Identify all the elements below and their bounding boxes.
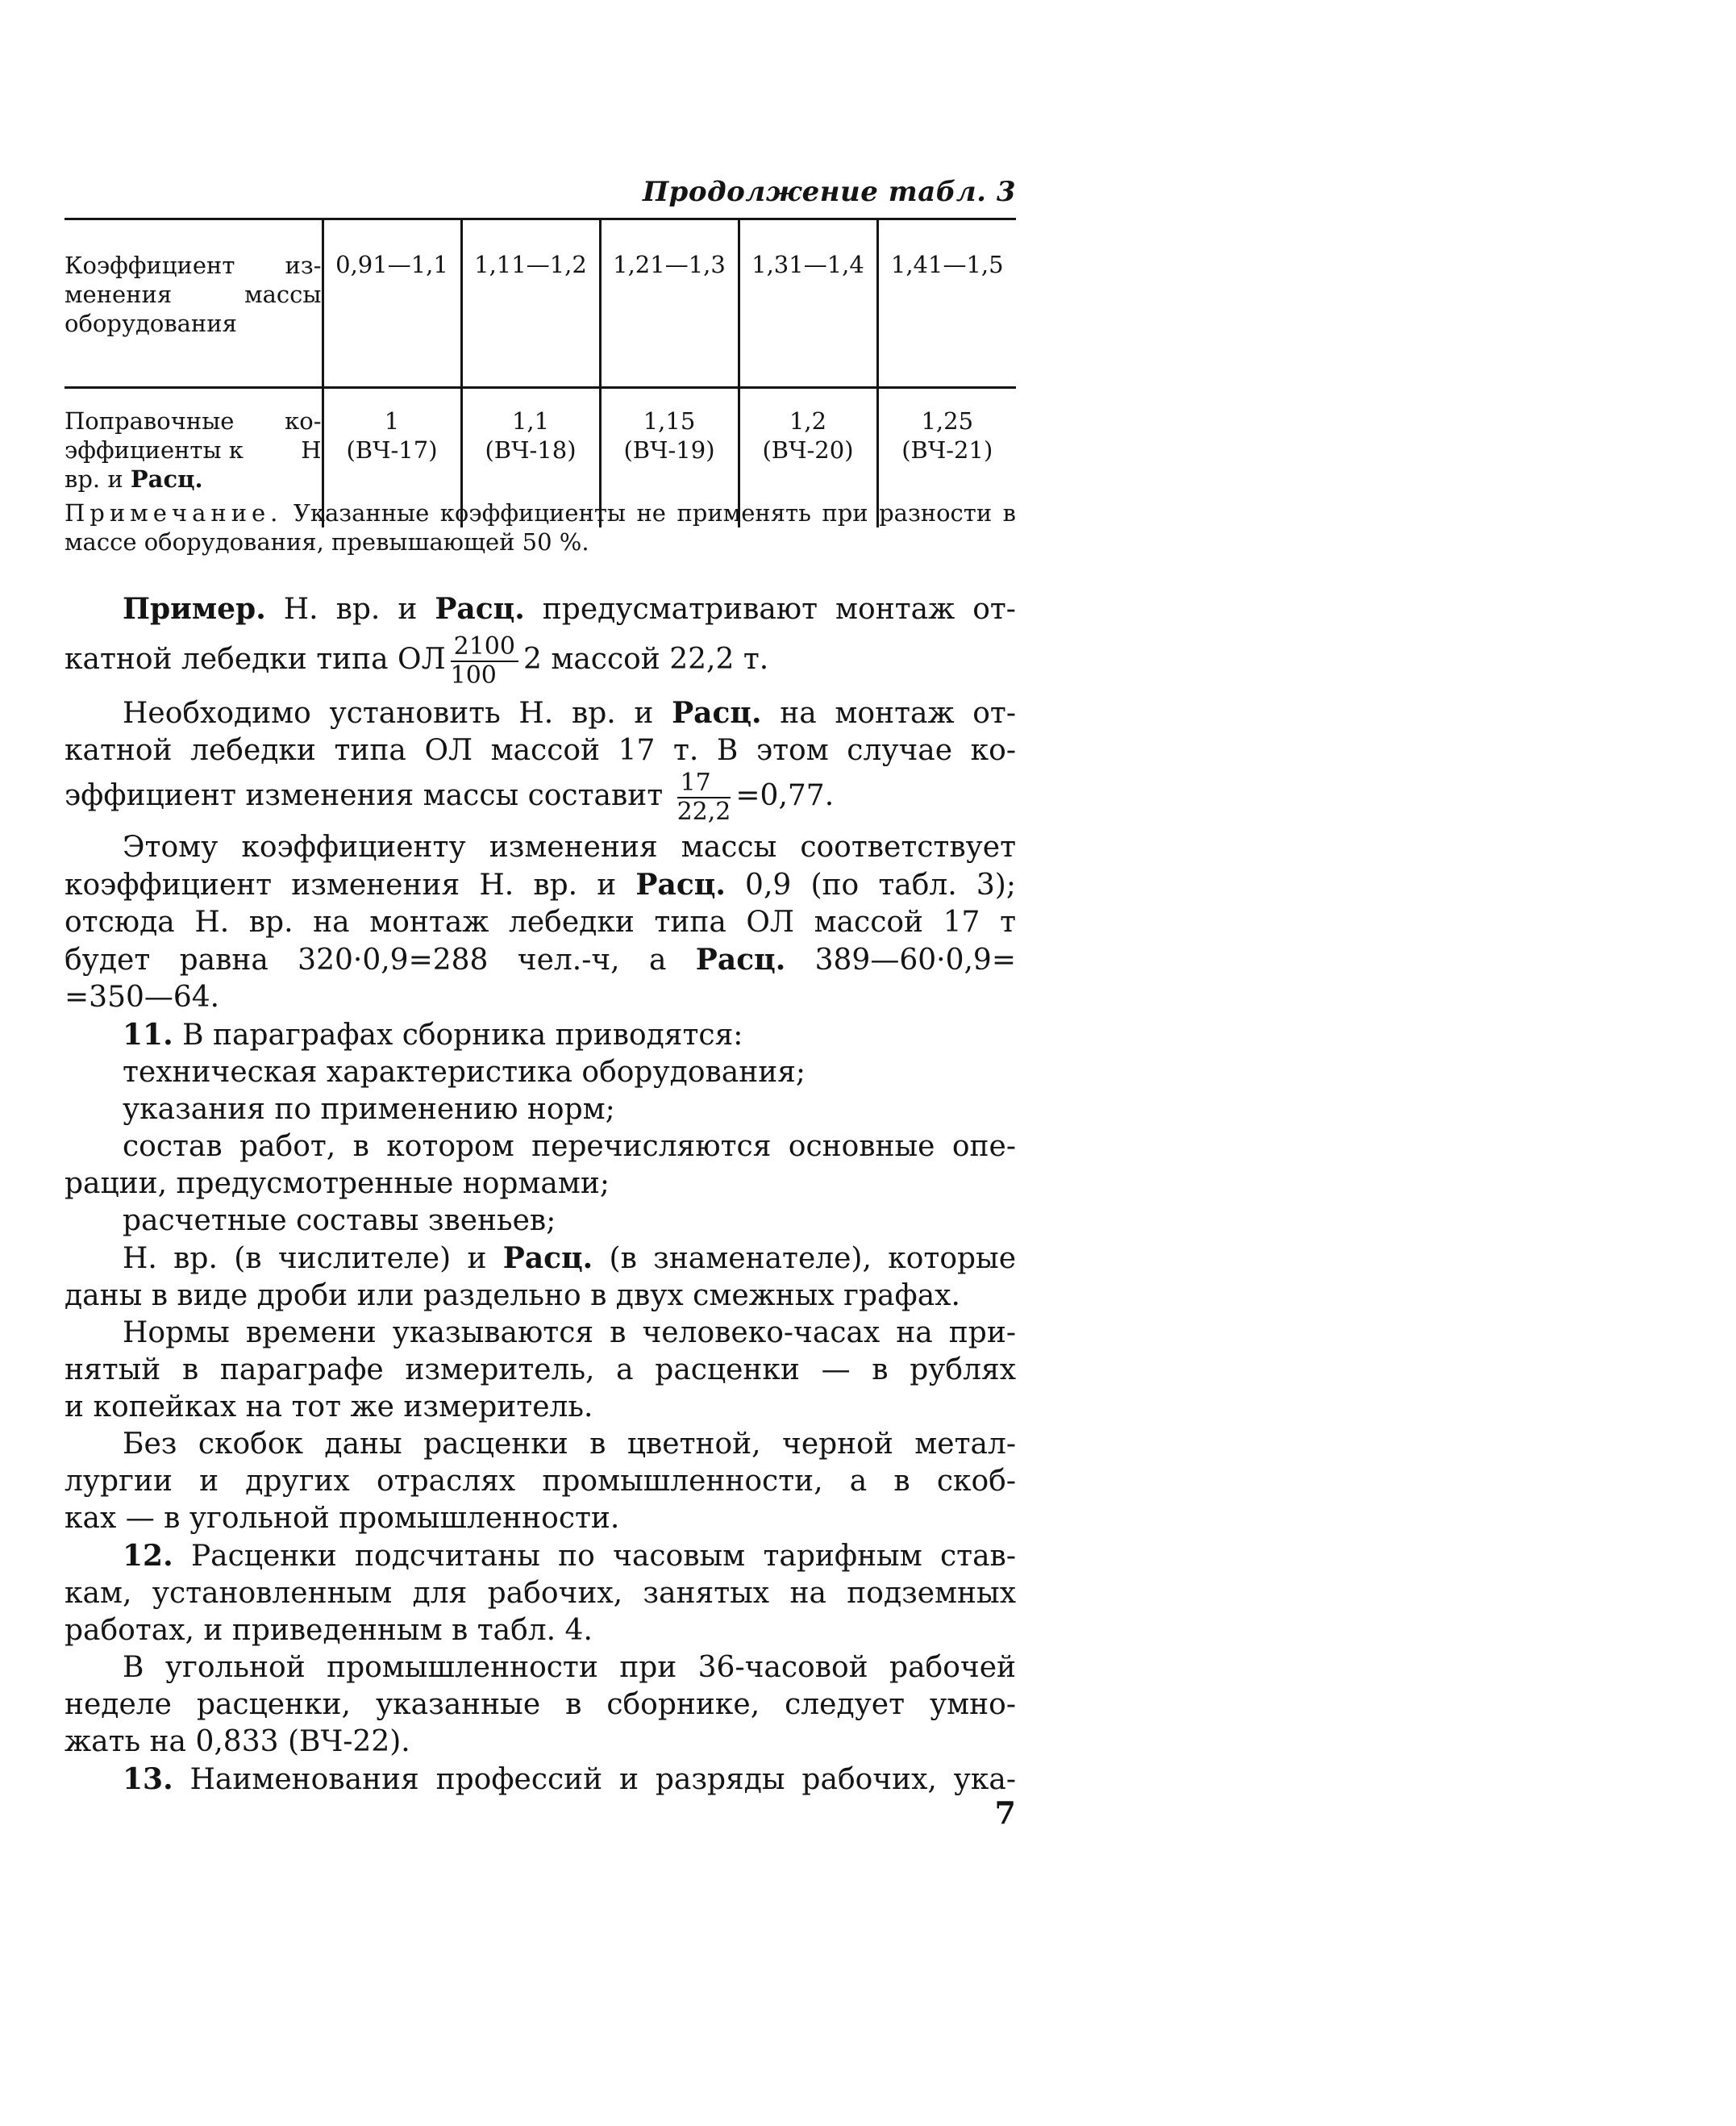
section-11: 11. В параграфах сборника приводятся: техническая характеристика оборудования; указания по применению норм; состав работ, в котором перечисляются основные опе- рации, предусмотренные нормами; расчетные составы звеньев; Н. вр. (в числителе) и Расц. (в знаменателе), которые даны в виде дроби или раздельно в двух смежных графах. Нормы времени указываются в человеко-часах на при- нятый в параграфе измеритель, а расценки — в рублях и копейках на тот же измеритель. Без скобок даны расценки в цветной, черной метал- лургии и других отраслях промышленности, а в скоб- ках — в угольной промышленности. [65, 1018, 1016, 1535]
table-note: Примечание. Указанные коэффициенты не применять при разности в массе оборудования, превышающей 50 %. [65, 499, 1017, 556]
table-cell: 1,15 (ВЧ-19) [600, 389, 739, 527]
table-row-mass-change [65, 220, 1016, 388]
row-label-mass-change: Коэффициент из- менения массы оборудования [65, 252, 322, 337]
table-cell: 1,31—1,4 [739, 220, 877, 388]
table-cell: 1,1 (ВЧ-18) [461, 389, 600, 527]
example-paragraph: Пример. Н. вр. и Расц. предусматривают монтаж от- катной лебедки типа ОЛ $\frac{2100}{100}$ 2 массой 22,2 т. [65, 592, 1016, 690]
table-cell: 1,2 (ВЧ-20) [739, 389, 877, 527]
table-cell: 1,21—1,3 [600, 220, 739, 388]
row-label-correction: Поправочные ко- эффициенты к Н вр. и Расц. [65, 407, 322, 493]
paragraph-mass-calc: Необходимо установить Н. вр. и Расц. на монтаж от- катной лебедки типа ОЛ массой 17 т. В этом случае ко- эффициент изменения массы составит $\frac{17}{22,2}$ =0,77. [65, 696, 1017, 826]
section-13: 13. Наименования профессий и разряды рабочих, ука- [123, 1762, 1016, 1796]
coefficient-table [65, 218, 1016, 527]
table-cell: 1,41—1,5 [877, 220, 1016, 388]
table-cell: 0,91—1,1 [323, 220, 461, 388]
table-cell: 1,25 (ВЧ-21) [877, 389, 1016, 527]
page-number: 7 [994, 1795, 1016, 1831]
fraction: $\frac{17}{22,2}$ [676, 769, 731, 826]
fraction: $\frac{2100}{100}$ [451, 633, 518, 690]
table-continuation-caption: Продолжение табл. 3 [642, 176, 1016, 208]
table-cell: 1 (ВЧ-17) [323, 389, 461, 527]
body-text [65, 590, 1016, 1799]
section-12: 12. Расценки подсчитаны по часовым тарифным став- кам, установленным для рабочих, занятых на подземных работах, и приведенным в табл. 4. В угольной промышленности при 36-часовой рабочей неделе расценки, указанные в сборнике, следует умно- жать на 0,833 (ВЧ-22). [65, 1539, 1016, 1758]
table-cell: 1,11—1,2 [461, 220, 600, 388]
paragraph-coefficient-result: Этому коэффициенту изменения массы соответствует коэффициент изменения Н. вр. и Расц. 0,9 (по табл. 3); отсюда Н. вр. на монтаж лебедки типа ОЛ массой 17 т будет равна 320·0,9=288 чел.-ч, а Расц. 389—60·0,9= =350—64. [65, 831, 1016, 1014]
